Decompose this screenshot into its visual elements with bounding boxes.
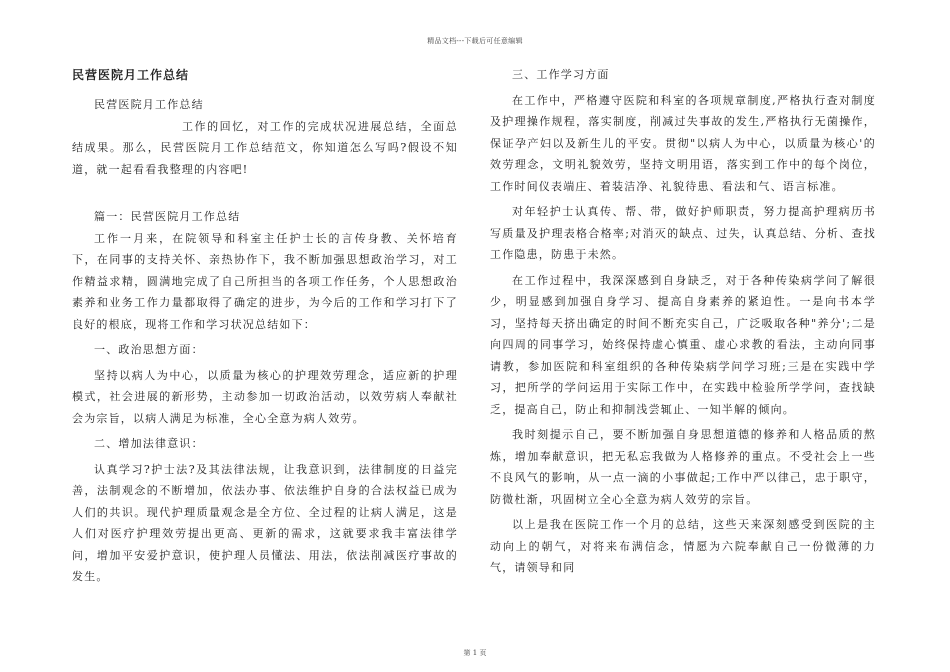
- section2-body: 认真学习?护士法?及其法律法规，让我意识到，法律制度的日益完善，法制观念的不断增加，依法办事、依法维护自身的合法权益已成为人们的共识。现代护理质量观念是全方位、全过程的让病人满足，这是人们对医疗护理效劳提出更高、更新的需求，这就要求我丰富法律学问，增加平安爱护意识，使护理人员懂法、用法，依法削减医疗事故的发生。: [72, 462, 458, 583]
- section1-heading: 一、政治思想方面：: [94, 343, 204, 356]
- section1-body: 坚持以病人为中心，以质量为核心的护理效劳理念，适应新的护理模式，社会进展的新形势，主动参加一切政治活动，以效劳病人奉献社会为宗旨，以病人满足为标准，全心全意为病人效劳。: [72, 368, 458, 425]
- section3-heading: 三、工作学习方面: [512, 68, 610, 81]
- section3-paragraph-1: 在工作中，严格遵守医院和科室的各项规章制度,严格执行查对制度及护理操作规程，落实制度，削减过失事故的发生,严格执行无菌操作，保证孕产妇以及新生儿的平安。贯彻"以病人为中心，以质量为核心'的效劳理念，文明礼貌效劳，坚持文明用语，落实到工作中的每个岗位，工作时间仪表端庄、着装洁净、礼貌待患、看法和气、语言标准。: [490, 93, 876, 193]
- intro-paragraph: 工作的回忆，对工作的完成状况进展总结，全面总结成果。那么，民营医院月工作总结范文，你知道怎么写吗?假设不知道，就一起看看我整理的内容吧!: [72, 119, 458, 176]
- section2-heading: 二、增加法律意识：: [94, 437, 204, 450]
- section3-paragraph-4: 我时刻提示自己，要不断加强自身思想道德的修养和人格品质的熬炼，增加奉献意识，把无私忘我做为人格修养的重点。不受社会上一些不良风气的影响，从一点一滴的小事做起;工作中严以律己，忠于职守，防微杜渐，巩固树立全心全意为病人效劳的宗旨。: [490, 428, 876, 506]
- part1-body: 工作一月来，在院领导和科室主任护士长的言传身教、关怀培育下，在同事的支持关怀、亲热协作下，我不断加强思想政治学习，对工作精益求精，圆满地完成了自己所担当的各项工作任务，个人思想政治素养和业务工作力量都取得了确定的进步，为今后的工作和学习打下了良好的根底，现将工作和学习状况总结如下：: [72, 231, 458, 331]
- subtitle: 民营医院月工作总结: [94, 98, 204, 111]
- page-header: 精品文档---下载后可任意编辑: [427, 37, 523, 45]
- document-title: 民营医院月工作总结: [72, 68, 190, 82]
- section3-paragraph-2: 对年轻护士认真传、帮、带，做好护师职责，努力提高护理病历书写质量及护理表格合格率;对消灭的缺点、过失，认真总结、分析、查找工作隐患，防患于未然。: [490, 205, 876, 261]
- left-column: [72, 62, 458, 588]
- right-column: [490, 62, 876, 579]
- section3-paragraph-3: 在工作过程中，我深深感到自身缺乏，对于各种传染病学问了解很少，明显感到加强自身学习、提高自身素养的紧迫性。一是向书本学习，坚持每天挤出确定的时间不断充实自己，广泛吸取各种"养分';二是向四周的同事学习，始终保持虚心慎重、虚心求教的看法，主动向同事请教，参加医院和科室组织的各种传染病学问学习班;三是在实践中学习，把所学的学问运用于实际工作中，在实践中检验所学学问，查找缺乏，提高自己，防止和抑制浅尝辄止、一知半解的倾向。: [490, 273, 876, 416]
- section3-paragraph-5: 以上是我在医院工作一个月的总结，这些天来深刻感受到医院的主动向上的朝气，对将来布满信念，情愿为六院奉献自己一份微薄的力气，请领导和同: [490, 518, 876, 574]
- part1-heading: 篇一：民营医院月工作总结: [94, 210, 241, 223]
- page-footer: 第 1 页: [463, 649, 487, 657]
